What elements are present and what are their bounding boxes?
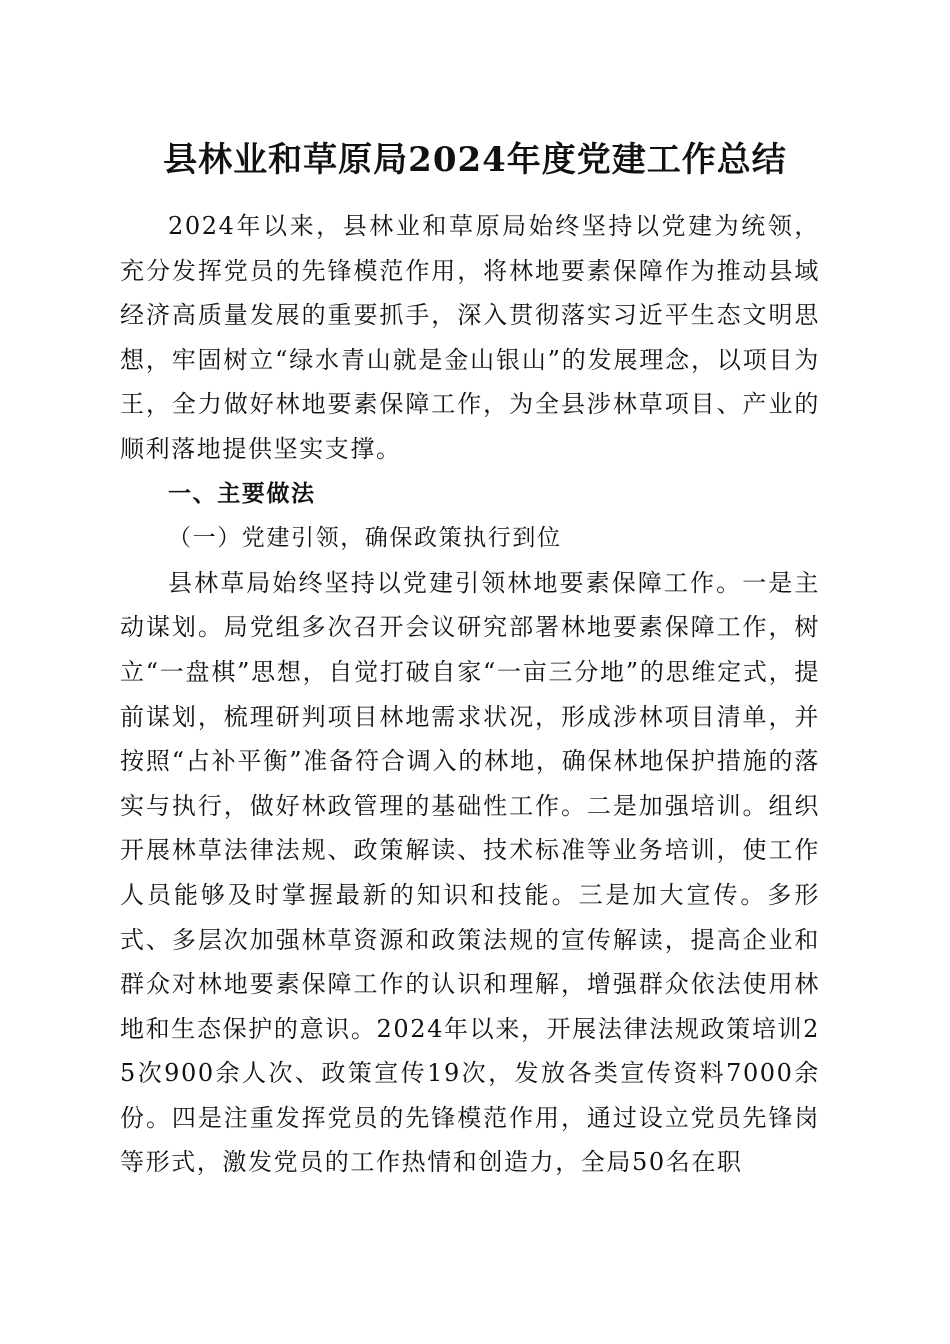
subsection-paragraph: 县林草局始终坚持以党建引领林地要素保障工作。一是主动谋划。局党组多次召开会议研究部署林地要素保障工作，树立“一盘棋”思想，自觉打破自家“一亩三分地”的思维定式，提前谋划，梳理研判项目林地需求状况，形成涉林项目清单，并按照“占补平衡”准备符合调入的林地，确保林地保护措施的落实与执行，做好林政管理的基础性工作。二是加强培训。组织开展林草法律法规、政策解读、技术标准等业务培训，使工作人员能够及时掌握最新的知识和技能。三是加大宣传。多形式、多层次加强林草资源和政策法规的宣传解读，提高企业和群众对林地要素保障工作的认识和理解，增强群众依法使用林地和生态保护的意识。2024年以来，开展法律法规政策培训25次900余人次、政策宣传19次，发放各类宣传资料7000余份。四是注重发挥党员的先锋模范作用，通过设立党员先锋岗等形式，激发党员的工作热情和创造力，全局50名在职	[120, 568, 820, 1177]
intro-paragraph: 2024年以来，县林业和草原局始终坚持以党建为统领，充分发挥党员的先锋模范作用，将林地要素保障作为推动县域经济高质量发展的重要抓手，深入贯彻落实习近平生态文明思想，牢固树立“绿水青山就是金山银山”的发展理念，以项目为王，全力做好林地要素保障工作，为全县涉林草项目、产业的顺利落地提供坚实支撑。	[120, 212, 820, 463]
subsection-heading: （一）党建引领，确保政策执行到位	[168, 525, 562, 552]
document-title: 县林业和草原局2024年度党建工作总结	[163, 140, 787, 180]
document-body	[120, 204, 820, 1185]
section-heading: 一、主要做法	[168, 480, 316, 507]
